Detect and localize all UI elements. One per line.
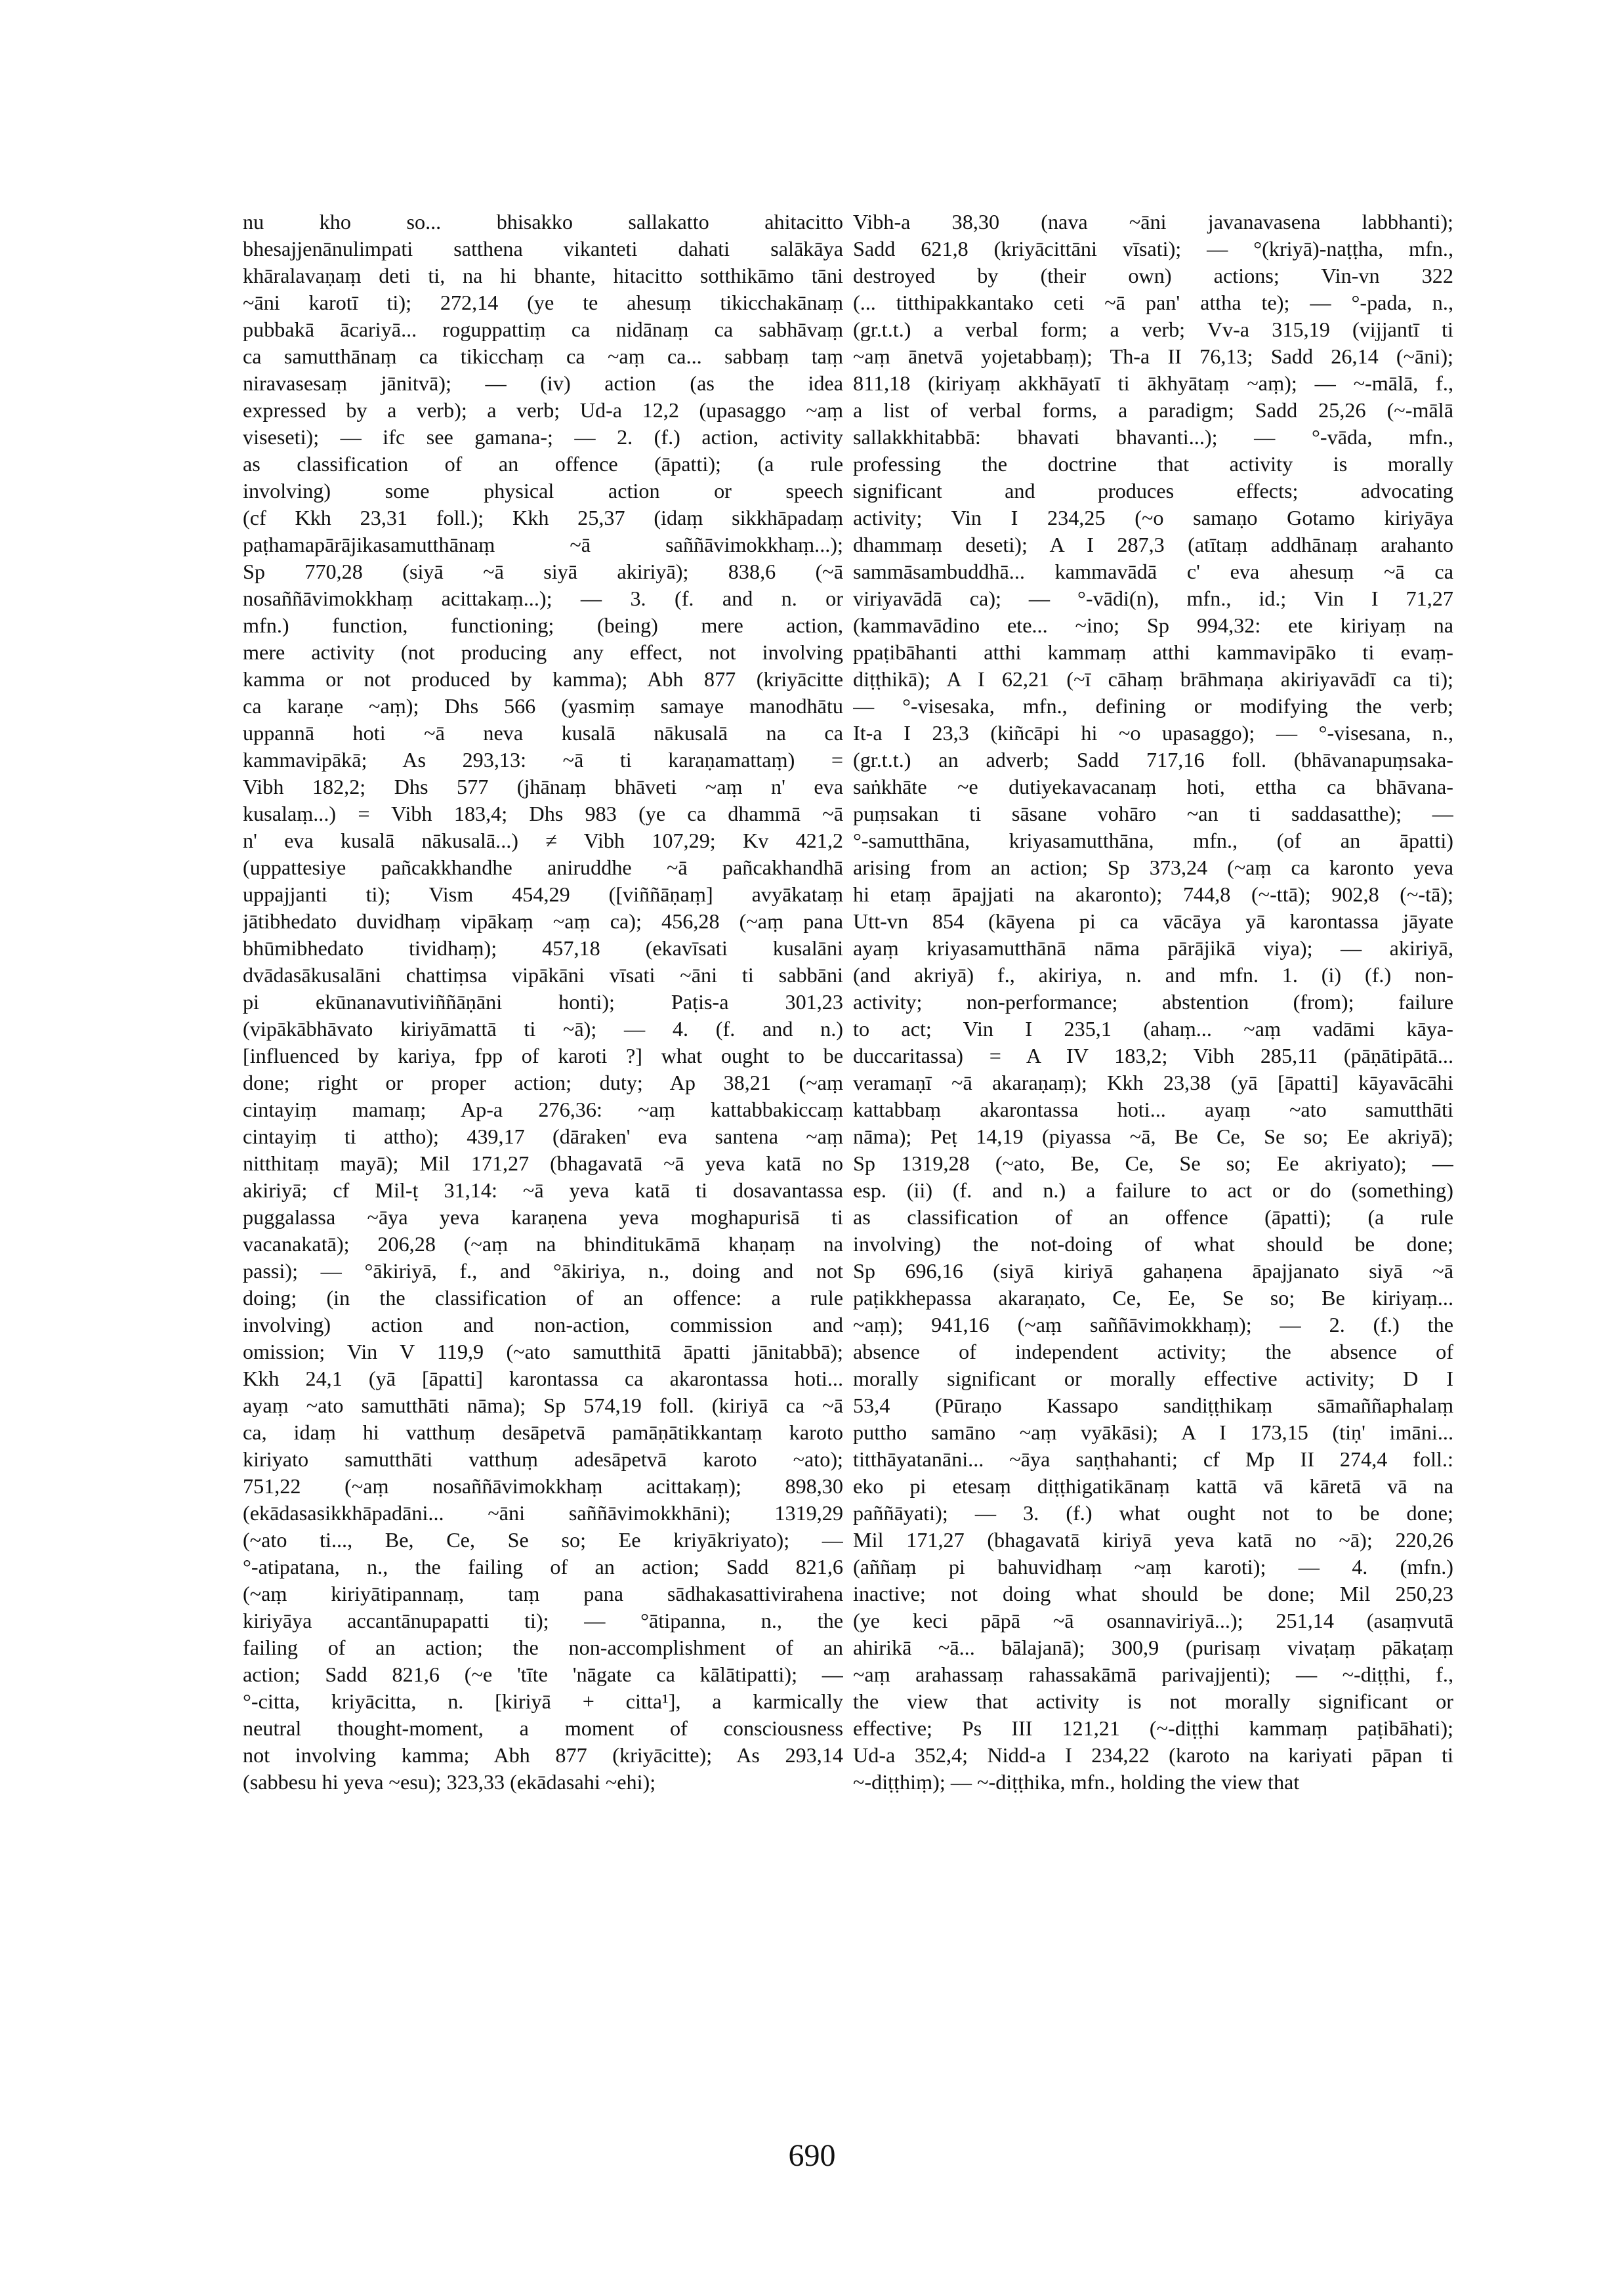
text-line: kattabbaṃ akarontassa hoti... ayaṃ ~ato samutthāti — [853, 1098, 1453, 1121]
text-line: (sabbesu hi yeva ~esu); 323,33 (ekādasahi ~ehi); — [243, 1770, 656, 1794]
text-line: ppaṭibāhanti atthi kammaṃ atthi kammavipāko ti evaṃ- — [853, 640, 1453, 664]
text-line: puṃsakan ti sāsane vohāro ~an ti saddasatthe); — — [853, 802, 1453, 825]
text-line: (... titthipakkantako ceti ~ā pan' attha te); — °-pada, n., — [853, 291, 1453, 314]
text-line: Sp 1319,28 (~ato, Be, Ce, Se so; Ee akriyato); — — [853, 1151, 1453, 1175]
text-line: pi ekūnanavutiviññāṇāni honti); Paṭis-a 301,23 — [243, 990, 843, 1014]
text-line: °-samutthāna, kriyasamutthāna, mfn., (of an āpatti) — [853, 829, 1453, 852]
text-line: doing; (in the classification of an offence: a rule — [243, 1286, 843, 1310]
text-line: ~-diṭṭhiṃ); — ~-diṭṭhika, mfn., holding the view that — [853, 1770, 1300, 1794]
text-line: nosaññāvimokkhaṃ acittakaṃ...); — 3. (f. and n. or — [243, 587, 843, 610]
text-line: paṭhamapārājikasamutthānaṃ ~ā saññāvimokkhaṃ...); — [243, 533, 843, 556]
text-line: veramaṇī ~ā akaraṇaṃ); Kkh 23,38 (yā [āpatti] kāyavācāhi — [853, 1071, 1453, 1094]
left-column — [243, 209, 843, 1796]
text-line: ca samutthānaṃ ca tikicchaṃ ca ~aṃ ca... sabbaṃ taṃ — [243, 344, 843, 368]
text-line: saṅkhāte ~e dutiyekavacanaṃ hoti, ettha ca bhāvana- — [853, 775, 1453, 798]
text-line: diṭṭhikā); A I 62,21 (~ī cāhaṃ brāhmaṇa akiriyavādī ca ti); — [853, 667, 1453, 691]
text-line: jātibhedato duvidhaṃ vipākaṃ ~aṃ ca); 456,28 (~aṃ pana — [243, 909, 843, 933]
text-line: (gr.t.t.) an adverb; Sadd 717,16 foll. (bhāvanapuṃsaka- — [853, 748, 1453, 772]
text-line: (ye keci pāpā ~ā osannaviriyā...); 251,14 (asaṃvutā — [853, 1609, 1453, 1632]
text-line: nitthitaṃ mayā); Mil 171,27 (bhagavatā ~ā yeva katā no — [243, 1151, 843, 1175]
text-line: Vibh 182,2; Dhs 577 (jhānaṃ bhāveti ~aṃ n' eva — [243, 775, 843, 798]
text-line: 751,22 (~aṃ nosaññāvimokkhaṃ acittakaṃ); 898,30 — [243, 1474, 843, 1498]
text-line: passi); — °ākiriyā, f., and °ākiriya, n., doing and not — [243, 1259, 843, 1283]
text-line: It-a I 23,3 (kiñcāpi hi ~o upasaggo); — °-visesana, n., — [853, 721, 1453, 745]
text-line: (cf Kkh 23,31 foll.); Kkh 25,37 (idaṃ sikkhāpadaṃ — [243, 506, 843, 529]
text-line: Ud-a 352,4; Nidd-a I 234,22 (karoto na kariyati pāpan ti — [853, 1743, 1453, 1767]
text-line: ayaṃ ~ato samutthāti nāma); Sp 574,19 foll. (kiriyā ca ~ā — [243, 1394, 843, 1417]
text-line: (vipākābhāvato kiriyāmattā ti ~ā); — 4. (f. and n.) — [243, 1017, 843, 1041]
text-line: ~aṃ arahassaṃ rahassakāmā parivajjenti); — ~-diṭṭhi, f., — [853, 1663, 1453, 1686]
text-line: as classification of an offence (āpatti); (a rule — [853, 1205, 1453, 1229]
text-line: [influenced by kariya, fpp of karoti ?] what ought to be — [243, 1044, 843, 1067]
text-line: activity; Vin I 234,25 (~o samaṇo Gotamo kiriyāya — [853, 506, 1453, 529]
text-line: ~aṃ ānetvā yojetabbaṃ); Th-a II 76,13; Sadd 26,14 (~āni); — [853, 344, 1453, 368]
text-line: Kkh 24,1 (yā [āpatti] karontassa ca akarontassa hoti... — [243, 1367, 843, 1390]
text-line: kusalaṃ...) = Vibh 183,4; Dhs 983 (ye ca dhammā ~ā — [243, 802, 843, 825]
text-line: done; right or proper action; duty; Ap 38,21 (~aṃ — [243, 1071, 843, 1094]
text-line: (ekādasasikkhāpadāni... ~āni saññāvimokkhāni); 1319,29 — [243, 1501, 843, 1525]
text-line: bhesajjenānulimpati satthena vikanteti dahati salākāya — [243, 237, 843, 260]
text-line: sammāsambuddhā... kammavādā c' eva ahesuṃ ~ā ca — [853, 560, 1453, 583]
text-line: kiriyato samutthāti vatthuṃ adesāpetvā karoto ~ato); — [243, 1447, 843, 1471]
text-line: not involving kamma; Abh 877 (kriyācitte); As 293,14 — [243, 1743, 843, 1767]
text-line: esp. (ii) (f. and n.) a failure to act or do (something) — [853, 1178, 1453, 1202]
text-line: as classification of an offence (āpatti); (a rule — [243, 452, 843, 476]
right-column — [853, 209, 1453, 1796]
text-line: inactive; not doing what should be done; Mil 250,23 — [853, 1582, 1453, 1605]
text-line: (gr.t.t.) a verbal form; a verb; Vv-a 315,19 (vijjantī ti — [853, 318, 1453, 341]
text-line: destroyed by (their own) actions; Vin-vn 322 — [853, 264, 1453, 287]
text-line: kamma or not produced by kamma); Abh 877 (kriyācitte — [243, 667, 843, 691]
text-line: (and akriyā) f., akiriya, n. and mfn. 1. (i) (f.) non- — [853, 963, 1453, 987]
text-line: (uppattesiye pañcakkhandhe aniruddhe ~ā pañcakhandhā — [243, 856, 843, 879]
text-line: absence of independent activity; the absence of — [853, 1340, 1453, 1363]
text-line: puggalassa ~āya yeva karaṇena yeva moghapurisā ti — [243, 1205, 843, 1229]
text-line: significant and produces effects; advocating — [853, 479, 1453, 503]
text-line: eko pi etesaṃ diṭṭhigatikānaṃ kattā vā kāretā vā na — [853, 1474, 1453, 1498]
text-line: professing the doctrine that activity is morally — [853, 452, 1453, 476]
text-line: 53,4 (Pūraṇo Kassapo sandiṭṭhikaṃ sāmaññaphalaṃ — [853, 1394, 1453, 1417]
text-line: niravasesaṃ jānitvā); — (iv) action (as the idea — [243, 371, 843, 395]
text-line: (kammavādino ete... ~ino; Sp 994,32: ete kiriyaṃ na — [853, 613, 1453, 637]
text-line: mfn.) function, functioning; (being) mere action, — [243, 613, 843, 637]
text-line: Sadd 621,8 (kriyācittāni vīsati); — °(kriyā)-naṭṭha, mfn., — [853, 237, 1453, 260]
text-line: hi etaṃ āpajjati na akaronto); 744,8 (~-ttā); 902,8 (~-tā); — [853, 882, 1453, 906]
text-line: ~āni karotī ti); 272,14 (ye te ahesuṃ tikicchakānaṃ — [243, 291, 843, 314]
text-line: omission; Vin V 119,9 (~ato samutthitā āpatti jānitabbā); — [243, 1340, 843, 1363]
text-line: (~aṃ kiriyātipannaṃ, taṃ pana sādhakasattivirahena — [243, 1582, 843, 1605]
text-line: puttho samāno ~aṃ vyākāsi); A I 173,15 (tiṇ' imāni... — [853, 1420, 1453, 1444]
text-line: (~ato ti..., Be, Ce, Se so; Ee kriyākriyato); — — [243, 1528, 843, 1552]
text-line: titthāyatanāni... ~āya saṇṭhahanti; cf Mp II 274,4 foll.: — [853, 1447, 1453, 1471]
text-line: involving) the not-doing of what should be done; — [853, 1232, 1453, 1256]
text-line: effective; Ps III 121,21 (~-diṭṭhi kammaṃ paṭibāhati); — [853, 1716, 1453, 1740]
text-line: n' eva kusalā nākusalā...) ≠ Vibh 107,29; Kv 421,2 — [243, 829, 843, 852]
text-line: neutral thought-moment, a moment of consciousness — [243, 1716, 843, 1740]
text-line: kammavipākā; As 293,13: ~ā ti karaṇamattaṃ) = — [243, 748, 843, 772]
text-line: nu kho so... bhisakko sallakatto ahitacitto — [243, 210, 843, 234]
text-line: akiriyā; cf Mil-ṭ 31,14: ~ā yeva katā ti dosavantassa — [243, 1178, 843, 1202]
text-line: Vibh-a 38,30 (nava ~āni javanavasena labbhanti); — [853, 210, 1453, 234]
text-line: cintayiṃ ti attho); 439,17 (dāraken' eva santena ~aṃ — [243, 1125, 843, 1148]
text-line: duccaritassa) = A IV 183,2; Vibh 285,11 (pāṇātipātā... — [853, 1044, 1453, 1067]
text-line: °-atipatana, n., the failing of an action; Sadd 821,6 — [243, 1555, 843, 1579]
text-line: activity; non-performance; abstention (from); failure — [853, 990, 1453, 1014]
text-line: dvādasākusalāni chattiṃsa vipākāni vīsati ~āni ti sabbāni — [243, 963, 843, 987]
text-line: uppannā hoti ~ā neva kusalā nākusalā na ca — [243, 721, 843, 745]
text-line: viriyavādā ca); — °-vādi(n), mfn., id.; Vin I 71,27 — [853, 587, 1453, 610]
text-line: °-citta, kriyācitta, n. [kiriyā + citta¹], a karmically — [243, 1689, 843, 1713]
text-line: dhammaṃ deseti); A I 287,3 (atītaṃ addhānaṃ arahanto — [853, 533, 1453, 556]
text-line: cintayiṃ mamaṃ; Ap-a 276,36: ~aṃ kattabbakiccaṃ — [243, 1098, 843, 1121]
text-line: bhūmibhedato tividhaṃ); 457,18 (ekavīsati kusalāni — [243, 936, 843, 960]
text-line: Sp 696,16 (siyā kiriyā gahaṇena āpajjanato siyā ~ā — [853, 1259, 1453, 1283]
text-line: ayaṃ kriyasamutthānā nāma pārājikā viya); — akiriyā, — [853, 936, 1453, 960]
text-line: arising from an action; Sp 373,24 (~aṃ ca karonto yeva — [853, 856, 1453, 879]
text-line: khāralavaṇaṃ deti ti, na hi bhante, hitacitto sotthikāmo tāni — [243, 264, 843, 287]
text-line: ca karaṇe ~aṃ); Dhs 566 (yasmiṃ samaye manodhātu — [243, 694, 843, 718]
text-line: ahirikā ~ā... bālajanā); 300,9 (purisaṃ vivaṭaṃ pākaṭaṃ — [853, 1636, 1453, 1659]
text-line: Sp 770,28 (siyā ~ā siyā akiriyā); 838,6 (~ā — [243, 560, 843, 583]
text-line: ~aṃ); 941,16 (~aṃ saññāvimokkhaṃ); — 2. (f.) the — [853, 1313, 1453, 1336]
text-line: a list of verbal forms, a paradigm; Sadd 25,26 (~-mālā — [853, 398, 1453, 422]
text-line: Mil 171,27 (bhagavatā kiriyā yeva katā no ~ā); 220,26 — [853, 1528, 1453, 1552]
text-line: paṭikkhepassa akaraṇato, Ce, Ee, Se so; Be kiriyaṃ... — [853, 1286, 1453, 1310]
text-line: expressed by a verb); a verb; Ud-a 12,2 (upasaggo ~aṃ — [243, 398, 843, 422]
text-line: 811,18 (kiriyaṃ akkhāyatī ti ākhyātaṃ ~aṃ); — ~-mālā, f., — [853, 371, 1453, 395]
text-line: involving) some physical action or speech — [243, 479, 843, 503]
text-line: kiriyāya accantānupapatti ti); — °ātipanna, n., the — [243, 1609, 843, 1632]
text-line: to act; Vin I 235,1 (ahaṃ... ~aṃ vadāmi kāya- — [853, 1017, 1453, 1041]
text-line: pubbakā ācariyā... roguppattiṃ ca nidānaṃ ca sabhāvaṃ — [243, 318, 843, 341]
text-line: viseseti); — ifc see gamana-; — 2. (f.) action, activity — [243, 425, 843, 449]
text-line: sallakkhitabbā: bhavati bhavanti...); — °-vāda, mfn., — [853, 425, 1453, 449]
text-line: involving) action and non-action, commission and — [243, 1313, 843, 1336]
text-line: nāma); Peṭ 14,19 (piyassa ~ā, Be Ce, Se so; Ee akriyā); — [853, 1125, 1453, 1148]
text-line: ca, idaṃ hi vatthuṃ desāpetvā pamāṇātikkantaṃ karoto — [243, 1420, 843, 1444]
text-line: — °-visesaka, mfn., defining or modifying the verb; — [853, 694, 1453, 718]
text-line: mere activity (not producing any effect, not involving — [243, 640, 843, 664]
text-line: failing of an action; the non-accomplishment of an — [243, 1636, 843, 1659]
text-line: uppajjanti ti); Vism 454,29 ([viññāṇaṃ] avyākataṃ — [243, 882, 843, 906]
text-line: action; Sadd 821,6 (~e 'tīte 'nāgate ca kālātipatti); — — [243, 1663, 843, 1686]
text-line: Utt-vn 854 (kāyena pi ca vācāya yā karontassa jāyate — [853, 909, 1453, 933]
text-line: morally significant or morally effective activity; D I — [853, 1367, 1453, 1390]
text-line: (aññaṃ pi bahuvidhaṃ ~aṃ karoti); — 4. (mfn.) — [853, 1555, 1453, 1579]
page-number: 690 — [788, 2138, 836, 2173]
text-line: paññāyati); — 3. (f.) what ought not to be done; — [853, 1501, 1453, 1525]
text-line: vacanakatā); 206,28 (~aṃ na bhinditukāmā khaṇaṃ na — [243, 1232, 843, 1256]
text-line: the view that activity is not morally significant or — [853, 1689, 1453, 1713]
